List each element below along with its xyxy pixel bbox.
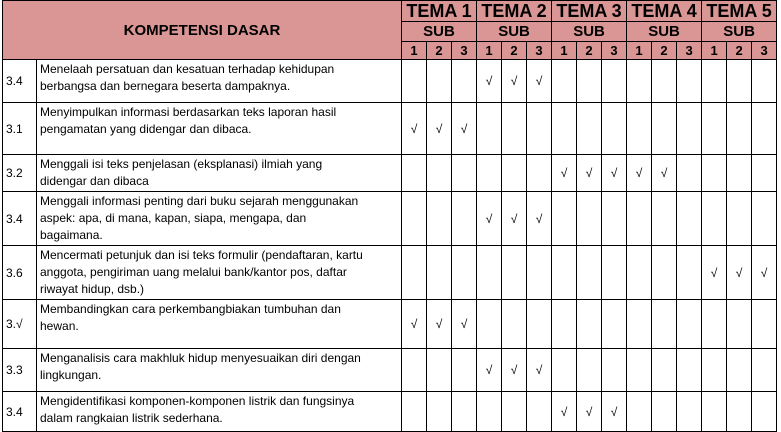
- check-cell: [477, 103, 502, 155]
- check-cell: [527, 155, 552, 192]
- kd-description-line: Menggali informasi penting dari buku sejarah menggunakan: [40, 194, 359, 208]
- check-cell: [477, 60, 502, 103]
- check-cell: [727, 192, 752, 246]
- check-mark: √: [535, 363, 543, 377]
- check-cell: [702, 349, 727, 392]
- check-cell: [677, 392, 702, 432]
- kd-description-line: Membandingkan cara perkembangbiakan tumbuhan dan: [40, 302, 341, 316]
- check-cell: [677, 246, 702, 300]
- kd-code: 3.4: [3, 60, 37, 103]
- check-cell: [527, 349, 552, 392]
- check-cell: [652, 60, 677, 103]
- check-mark: √: [635, 166, 643, 180]
- competency-table: [2, 0, 777, 432]
- check-cell: [452, 155, 477, 192]
- sub-number: 2: [727, 42, 752, 60]
- check-cell: [752, 103, 777, 155]
- check-cell: [452, 60, 477, 103]
- check-cell: [627, 103, 652, 155]
- check-cell: [577, 103, 602, 155]
- check-cell: [727, 60, 752, 103]
- check-cell: [427, 392, 452, 432]
- kd-description-line: Mencermati petunjuk dan isi teks formulir (pendaftaran, kartu: [40, 248, 363, 262]
- check-cell: [702, 155, 727, 192]
- check-mark: √: [410, 317, 418, 331]
- check-mark: √: [485, 211, 493, 226]
- kd-description-line: lingkungan.: [40, 368, 102, 382]
- kd-description-line: pengamatan yang didengar dan dibaca.: [40, 122, 252, 136]
- check-mark: √: [560, 404, 568, 419]
- check-cell: [552, 300, 577, 349]
- sub-number: 3: [602, 42, 627, 60]
- check-mark: √: [485, 74, 493, 88]
- check-cell: [577, 246, 602, 300]
- check-cell: [602, 103, 627, 155]
- kd-description: [37, 349, 402, 392]
- check-cell: [727, 246, 752, 300]
- check-cell: [502, 392, 527, 432]
- kd-code: 3.6: [3, 246, 37, 300]
- table-row: [3, 392, 777, 432]
- check-cell: [677, 103, 702, 155]
- check-cell: [727, 155, 752, 192]
- sub-number: 2: [577, 42, 602, 60]
- check-mark: √: [460, 121, 468, 136]
- check-cell: [527, 103, 552, 155]
- check-cell: [727, 349, 752, 392]
- sub-number: 2: [652, 42, 677, 60]
- kd-description: [37, 60, 402, 103]
- check-mark: √: [585, 404, 593, 419]
- check-cell: [527, 300, 552, 349]
- check-cell: [477, 392, 502, 432]
- check-cell: [652, 349, 677, 392]
- check-mark: √: [410, 121, 418, 136]
- check-mark: √: [510, 363, 518, 377]
- check-cell: [402, 60, 427, 103]
- check-cell: [427, 300, 452, 349]
- check-cell: [427, 192, 452, 246]
- check-cell: [627, 300, 652, 349]
- check-mark: √: [560, 166, 568, 180]
- check-mark: √: [460, 317, 468, 331]
- check-cell: [577, 155, 602, 192]
- check-cell: [602, 192, 627, 246]
- sub-number: 1: [477, 42, 502, 60]
- check-cell: [402, 349, 427, 392]
- kompetensi-dasar-header: KOMPETENSI DASAR: [3, 1, 402, 60]
- table-row: [3, 60, 777, 103]
- kd-description-line: riwayat hidup, dsb.): [40, 282, 145, 296]
- kd-description-line: Menelaah persatuan dan kesatuan terhadap kehidupan: [40, 62, 335, 76]
- check-cell: [552, 349, 577, 392]
- check-cell: [652, 392, 677, 432]
- check-cell: [402, 392, 427, 432]
- check-cell: [527, 192, 552, 246]
- kd-code: 3.1: [3, 103, 37, 155]
- check-cell: [502, 60, 527, 103]
- check-cell: [502, 103, 527, 155]
- check-cell: [577, 349, 602, 392]
- sub-number: 1: [627, 42, 652, 60]
- check-cell: [527, 392, 552, 432]
- kd-code: 3.4: [3, 192, 37, 246]
- check-cell: [627, 192, 652, 246]
- check-cell: [727, 392, 752, 432]
- check-cell: [552, 392, 577, 432]
- table-row: [3, 155, 777, 192]
- check-cell: [602, 60, 627, 103]
- check-cell: [627, 155, 652, 192]
- check-cell: [652, 246, 677, 300]
- check-cell: [752, 192, 777, 246]
- check-cell: [702, 246, 727, 300]
- sub-header: SUB: [477, 22, 552, 42]
- check-mark: √: [585, 166, 593, 180]
- check-cell: [652, 155, 677, 192]
- check-cell: [427, 155, 452, 192]
- table-row: [3, 349, 777, 392]
- sub-number: 1: [702, 42, 727, 60]
- tema-header: TEMA 3: [552, 1, 627, 22]
- check-mark: √: [735, 265, 743, 280]
- check-cell: [577, 300, 602, 349]
- check-cell: [677, 300, 702, 349]
- check-cell: [402, 246, 427, 300]
- check-cell: [702, 103, 727, 155]
- check-mark: √: [535, 74, 543, 88]
- check-cell: [452, 349, 477, 392]
- table-row: [3, 246, 777, 300]
- check-cell: [502, 192, 527, 246]
- sub-number: 1: [552, 42, 577, 60]
- check-mark: √: [510, 74, 518, 88]
- check-cell: [652, 103, 677, 155]
- check-cell: [752, 246, 777, 300]
- check-cell: [477, 300, 502, 349]
- check-cell: [677, 60, 702, 103]
- check-cell: [752, 349, 777, 392]
- check-cell: [702, 60, 727, 103]
- kd-description-line: didengar dan dibaca: [40, 174, 149, 188]
- check-cell: [627, 60, 652, 103]
- check-cell: [452, 246, 477, 300]
- tema-header: TEMA 5: [702, 1, 777, 22]
- check-cell: [677, 192, 702, 246]
- check-cell: [702, 300, 727, 349]
- check-cell: [727, 300, 752, 349]
- check-cell: [702, 192, 727, 246]
- kd-code: 3.4: [3, 392, 37, 432]
- check-cell: [502, 349, 527, 392]
- check-cell: [752, 300, 777, 349]
- kd-description-line: bagaimana.: [40, 228, 103, 242]
- kd-description-line: aspek: apa, di mana, kapan, siapa, mengapa, dan: [40, 211, 307, 225]
- kd-description-line: Menggali isi teks penjelasan (eksplanasi) ilmiah yang: [40, 157, 323, 171]
- check-cell: [752, 60, 777, 103]
- check-cell: [527, 246, 552, 300]
- kd-description: [37, 300, 402, 349]
- check-cell: [477, 192, 502, 246]
- check-cell: [402, 192, 427, 246]
- check-cell: [427, 246, 452, 300]
- kd-description: [37, 192, 402, 246]
- check-cell: [452, 392, 477, 432]
- check-cell: [602, 246, 627, 300]
- check-cell: [502, 155, 527, 192]
- check-mark: √: [485, 363, 493, 377]
- table-row: [3, 103, 777, 155]
- check-mark: √: [435, 121, 443, 136]
- sub-number: 2: [427, 42, 452, 60]
- kd-description-line: Menganalisis cara makhluk hidup menyesuaikan diri dengan: [40, 351, 361, 365]
- check-cell: [602, 155, 627, 192]
- sub-number: 1: [402, 42, 427, 60]
- check-cell: [652, 300, 677, 349]
- kd-description: [37, 155, 402, 192]
- kd-description: [37, 392, 402, 432]
- kd-code: 3.3: [3, 349, 37, 392]
- check-mark: √: [535, 211, 543, 226]
- check-mark: √: [660, 166, 668, 180]
- check-cell: [602, 300, 627, 349]
- table-row: [3, 300, 777, 349]
- check-cell: [577, 192, 602, 246]
- sub-header: SUB: [627, 22, 702, 42]
- tema-header: TEMA 2: [477, 1, 552, 22]
- kd-description-line: hewan.: [40, 319, 79, 333]
- check-cell: [477, 349, 502, 392]
- check-cell: [577, 392, 602, 432]
- check-cell: [402, 300, 427, 349]
- check-cell: [652, 192, 677, 246]
- sub-number: 3: [677, 42, 702, 60]
- check-cell: [552, 192, 577, 246]
- kd-description-line: Menyimpulkan informasi berdasarkan teks laporan hasil: [40, 105, 337, 119]
- check-cell: [627, 246, 652, 300]
- check-mark: √: [610, 166, 618, 180]
- check-cell: [677, 349, 702, 392]
- check-cell: [552, 60, 577, 103]
- check-cell: [627, 392, 652, 432]
- kd-description: [37, 103, 402, 155]
- sub-number: 3: [527, 42, 552, 60]
- table-row: [3, 192, 777, 246]
- check-cell: [552, 103, 577, 155]
- kd-description-line: dalam rangkaian listrik sederhana.: [40, 411, 223, 425]
- kd-description-line: Mengidentifikasi komponen-komponen listrik dan fungsinya: [40, 394, 355, 408]
- kd-code: 3.√: [3, 300, 37, 349]
- sub-number: 3: [752, 42, 777, 60]
- check-cell: [602, 349, 627, 392]
- check-cell: [402, 103, 427, 155]
- check-cell: [427, 60, 452, 103]
- check-cell: [427, 349, 452, 392]
- check-cell: [602, 392, 627, 432]
- sub-header: SUB: [702, 22, 777, 42]
- check-cell: [677, 155, 702, 192]
- check-cell: [552, 246, 577, 300]
- check-cell: [452, 103, 477, 155]
- check-cell: [502, 300, 527, 349]
- check-cell: [627, 349, 652, 392]
- check-mark: √: [510, 211, 518, 226]
- check-cell: [502, 246, 527, 300]
- check-mark: √: [610, 404, 618, 419]
- sub-header: SUB: [552, 22, 627, 42]
- check-cell: [752, 155, 777, 192]
- check-cell: [452, 192, 477, 246]
- sub-header: SUB: [402, 22, 477, 42]
- check-cell: [402, 155, 427, 192]
- check-cell: [527, 60, 552, 103]
- check-cell: [452, 300, 477, 349]
- check-cell: [477, 155, 502, 192]
- tema-header: TEMA 4: [627, 1, 702, 22]
- check-cell: [727, 103, 752, 155]
- kd-description: [37, 246, 402, 300]
- kd-description-line: anggota, pengiriman uang melalui bank/kantor pos, daftar: [40, 265, 347, 279]
- kd-code: 3.2: [3, 155, 37, 192]
- check-cell: [702, 392, 727, 432]
- check-mark: √: [710, 265, 718, 280]
- check-cell: [552, 155, 577, 192]
- check-mark: √: [760, 265, 768, 280]
- tema-header: TEMA 1: [402, 1, 477, 22]
- check-cell: [477, 246, 502, 300]
- check-mark: √: [435, 317, 443, 331]
- sub-number: 2: [502, 42, 527, 60]
- check-cell: [577, 60, 602, 103]
- kd-description-line: berbangsa dan bernegara beserta dampaknya.: [40, 79, 291, 93]
- check-cell: [427, 103, 452, 155]
- sub-number: 3: [452, 42, 477, 60]
- check-cell: [752, 392, 777, 432]
